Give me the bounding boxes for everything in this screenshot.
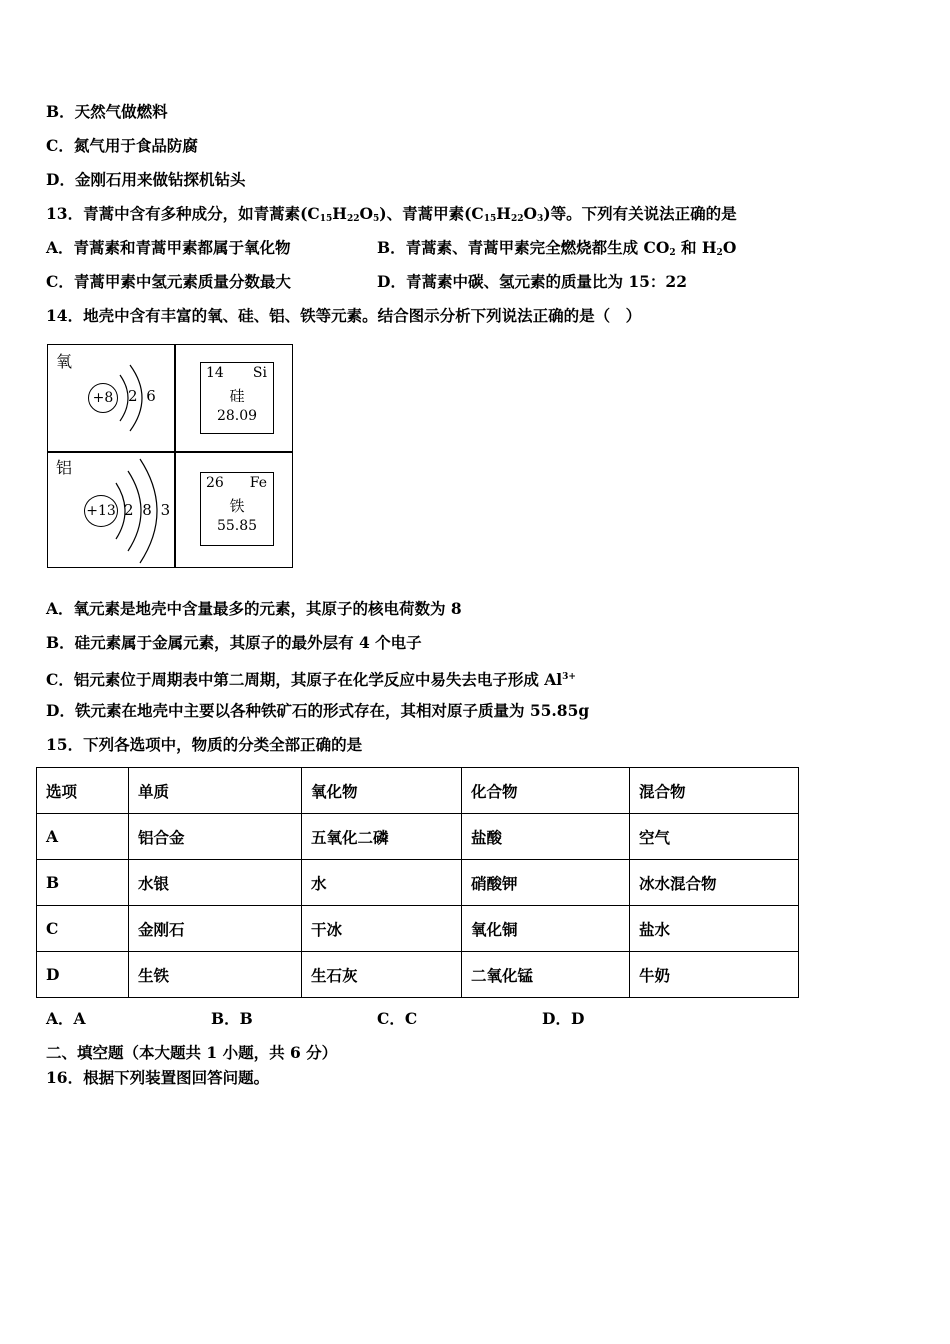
table-cell: A	[37, 814, 129, 860]
q13-option-b: B．青蒿素、青蒿甲素完全燃烧都生成 $CO_2$ 和 $H_2O$	[377, 238, 737, 258]
header-cell: 氧化物	[302, 768, 462, 814]
q15-option-a: A．A	[46, 1009, 86, 1028]
q14-option-c: C．铝元素位于周期表中第二周期，其原子在化学反应中易失去电子形成 $Al^{3+}$	[46, 670, 576, 689]
table-cell: 盐酸	[462, 814, 630, 860]
header-cell: 单质	[129, 768, 302, 814]
q14-option-b: B．硅元素属于金属元素，其原子的最外层有 4 个电子	[46, 633, 422, 652]
table-cell: 干冰	[302, 906, 462, 952]
element-figure	[47, 344, 293, 568]
aluminum-label: 铝	[56, 458, 73, 477]
table-cell: 二氧化锰	[462, 952, 630, 998]
q14-option-a: A．氧元素是地壳中含量最多的元素，其原子的核电荷数为 8	[46, 599, 462, 618]
iron-mass: 55.85	[216, 518, 258, 534]
header-cell: 化合物	[462, 768, 630, 814]
q15-option-b: B．B	[211, 1009, 253, 1028]
classification-table	[36, 767, 799, 998]
aluminum-nucleus: +13	[84, 495, 118, 527]
q14-stem: 14．地壳中含有丰富的氧、硅、铝、铁等元素。结合图示分析下列说法正确的是（ ）	[46, 306, 642, 325]
iron-name: 铁	[229, 497, 245, 515]
q16-stem: 16．根据下列装置图回答问题。	[46, 1068, 270, 1087]
silicon-mass: 28.09	[216, 408, 258, 424]
q15-stem: 15．下列各选项中，物质的分类全部正确的是	[46, 735, 363, 754]
table-cell: 氧化铜	[462, 906, 630, 952]
table-cell: 铝合金	[129, 814, 302, 860]
header-cell: 选项	[37, 768, 129, 814]
table-row	[37, 952, 799, 998]
table-cell: 空气	[630, 814, 799, 860]
table-cell: D	[37, 952, 129, 998]
q12-option-b: B．天然气做燃料	[46, 102, 168, 121]
table-cell: C	[37, 906, 129, 952]
oxygen-nucleus: +8	[88, 383, 118, 413]
iron-card	[200, 472, 274, 546]
table-row	[37, 814, 799, 860]
table-cell: 水	[302, 860, 462, 906]
table-cell: 冰水混合物	[630, 860, 799, 906]
q13-option-d: D．青蒿素中碳、氢元素的质量比为 15：22	[377, 272, 687, 291]
table-cell: 牛奶	[630, 952, 799, 998]
silicon-number: 14	[206, 365, 224, 381]
q12-option-d: D．金刚石用来做钻探机钻头	[46, 170, 246, 189]
q15-option-d: D．D	[542, 1009, 585, 1028]
q13-option-a: A．青蒿素和青蒿甲素都属于氧化物	[46, 238, 291, 257]
q13-option-c: C．青蒿甲素中氢元素质量分数最大	[46, 272, 291, 291]
table-cell: B	[37, 860, 129, 906]
silicon-card	[200, 362, 274, 434]
table-cell: 盐水	[630, 906, 799, 952]
table-row	[37, 860, 799, 906]
table-cell: 生石灰	[302, 952, 462, 998]
q14-option-d: D．铁元素在地壳中主要以各种铁矿石的形式存在，其相对原子质量为 55.85g	[46, 701, 590, 720]
oxygen-shell-electrons: 2 6	[128, 387, 158, 405]
table-cell: 生铁	[129, 952, 302, 998]
aluminum-shell-electrons: 2 8 3	[124, 501, 173, 519]
iron-symbol: Fe	[249, 475, 267, 491]
table-cell: 金刚石	[129, 906, 302, 952]
table-header-row	[37, 768, 799, 814]
table-cell: 硝酸钾	[462, 860, 630, 906]
table-cell: 水银	[129, 860, 302, 906]
table-cell: 五氧化二磷	[302, 814, 462, 860]
q15-option-c: C．C	[377, 1009, 418, 1028]
silicon-symbol: Si	[252, 365, 267, 381]
section-title: 二、填空题（本大题共 1 小题，共 6 分）	[46, 1043, 338, 1062]
table-row	[37, 906, 799, 952]
silicon-name: 硅	[229, 387, 245, 405]
header-cell: 混合物	[630, 768, 799, 814]
oxygen-label: 氧	[56, 352, 73, 371]
q13-stem: 13．青蒿中含有多种成分，如青蒿素$(C_{15}H_{22}O_5)$、青蒿甲素$(C_{15}H_{22}O_3)$等。下列有关说法正确的是	[46, 204, 737, 224]
q12-option-c: C．氮气用于食品防腐	[46, 136, 198, 155]
iron-number: 26	[206, 475, 224, 491]
